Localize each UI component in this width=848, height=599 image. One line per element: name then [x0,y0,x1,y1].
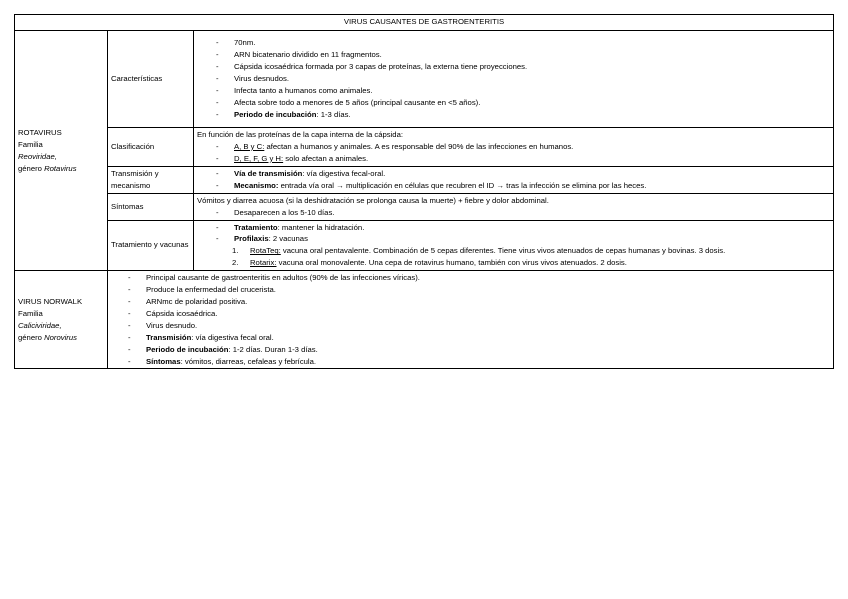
rotavirus-genus-label: género [18,163,42,173]
item-label: Tratamiento [234,222,278,232]
list-item [216,222,830,234]
list-item: - Cápsida icosaédrica. [128,308,830,320]
norwalk-genus-line [18,332,104,344]
rotavirus-family: Reoviridae, [18,151,57,161]
item-text: : vía digestiva fecal oral. [191,332,274,342]
norwalk-family: Caliciviridae, [18,320,62,330]
transmision-content [194,166,834,193]
item-label: Mecanismo: [234,180,279,190]
aspect-clasificacion: Clasificación [108,128,194,167]
vaccine-name: RotaTeq: [250,246,281,256]
rotavirus-row-tratamiento [15,220,834,271]
item-text: : 2 vacunas [268,234,308,244]
clasificacion-intro: En función de las proteínas de la capa interna de la cápsida: [197,130,403,139]
item-text: : vía digestiva fecal-oral. [302,168,386,178]
item-label: Síntomas [146,356,181,366]
vaccine-number: 2. [232,258,239,268]
rotavirus-row-caracteristicas [15,31,834,128]
list-item: - Produce la enfermedad del crucerista. [128,284,830,296]
aspect-transmision: Transmisión y mecanismo [108,166,194,193]
item-label: Periodo de incubación [146,344,229,354]
rotavirus-genus-line [18,163,104,175]
aspect-tratamiento: Tratamiento y vacunas [108,220,194,271]
group-label: A, B y C: [234,141,265,151]
vaccine-text: vacuna oral pentavalente. Combinación de 5 cepas diferentes. Tiene virus vivos atenuados de cepas humanas y bovinas. 3 dosis. [280,246,726,256]
rotavirus-genus: Rotavirus [44,163,77,173]
list-item [216,168,830,180]
aspect-caracteristicas: Características [108,31,194,128]
item-text: entrada vía oral → multiplicación en células que recubren el ID → tras la infección se elimina por las heces. [278,180,647,190]
list-item: - Cápsida icosaédrica formada por 3 capas de proteínas, la externa tiene proyecciones. [216,61,830,73]
sintomas-intro: Vómitos y diarrea acuosa (si la deshidratación se prolonga causa la muerte) + fiebre y dolor abdominal. [197,195,549,205]
list-item: - Afecta sobre todo a menores de 5 años (principal causante en <5 años). [216,97,830,109]
incubacion-label: Periodo de incubación [234,109,317,119]
item-label: Transmisión [146,332,192,342]
item-text: : 1-2 días. Duran 1-3 días. [228,344,318,354]
vaccine-number: 1. [232,246,239,256]
rotavirus-row-transmision [15,166,834,193]
vaccine-name: Rotarix: [250,258,277,268]
rotavirus-name-cell [15,31,108,271]
group-text: afectan a humanos y animales. A es responsable del 90% de las infecciones en humanos. [264,141,574,151]
list-item [216,180,830,192]
list-item: - Virus desnudos. [216,73,830,85]
group-text: solo afectan a animales. [283,153,369,163]
item-text: : vómitos, diarreas, cefaleas y febrícula. [180,356,317,366]
item-text: : mantener la hidratación. [277,222,365,232]
list-item: - Virus desnudo. [128,320,830,332]
incubacion-value: : 1-3 días. [316,109,351,119]
tratamiento-content [194,220,834,271]
list-item: - Desaparecen a los 5-10 días. [216,207,830,219]
norwalk-family-label: Familia [18,308,43,318]
vaccine-item [232,257,830,269]
caracteristicas-content [194,31,834,128]
item-label: Vía de transmisión [234,168,303,178]
list-item [216,233,830,245]
norwalk-name-cell [15,271,108,369]
list-item [128,332,830,344]
group-label: D, E, F, G y H: [234,153,284,163]
list-item [216,141,830,153]
rotavirus-row-clasificacion [15,128,834,167]
list-item [128,344,830,356]
list-item: - ARNmc de polaridad positiva. [128,296,830,308]
vaccine-item [232,245,830,257]
list-item [216,109,830,121]
list-item [216,153,830,165]
item-label: Profilaxis [234,234,269,244]
norwalk-row [15,271,834,369]
aspect-sintomas: Síntomas [108,193,194,220]
list-item [128,356,830,368]
norwalk-genus: Norovirus [44,332,77,342]
list-item: - Principal causante de gastroenteritis en adultos (90% de las infecciones víricas). [128,272,830,284]
clasificacion-content [194,128,834,167]
sintomas-content [194,193,834,220]
norwalk-name: VIRUS NORWALK [18,296,83,306]
norwalk-content [108,271,834,369]
norwalk-genus-label: género [18,332,42,342]
rotavirus-family-label: Familia [18,139,43,149]
title-row [15,15,834,31]
rotavirus-name: ROTAVIRUS [18,127,62,137]
table-title: VIRUS CAUSANTES DE GASTROENTERITIS [15,15,834,31]
vaccine-text: vacuna oral monovalente. Una cepa de rotavirus humano, también con virus vivos atenuados. 2 dosis. [276,258,627,268]
virus-table [14,14,834,369]
list-item: - ARN bicatenario dividido en 11 fragmentos. [216,49,830,61]
list-item: - 70nm. [216,37,830,49]
list-item: - Infecta tanto a humanos como animales. [216,85,830,97]
rotavirus-row-sintomas [15,193,834,220]
